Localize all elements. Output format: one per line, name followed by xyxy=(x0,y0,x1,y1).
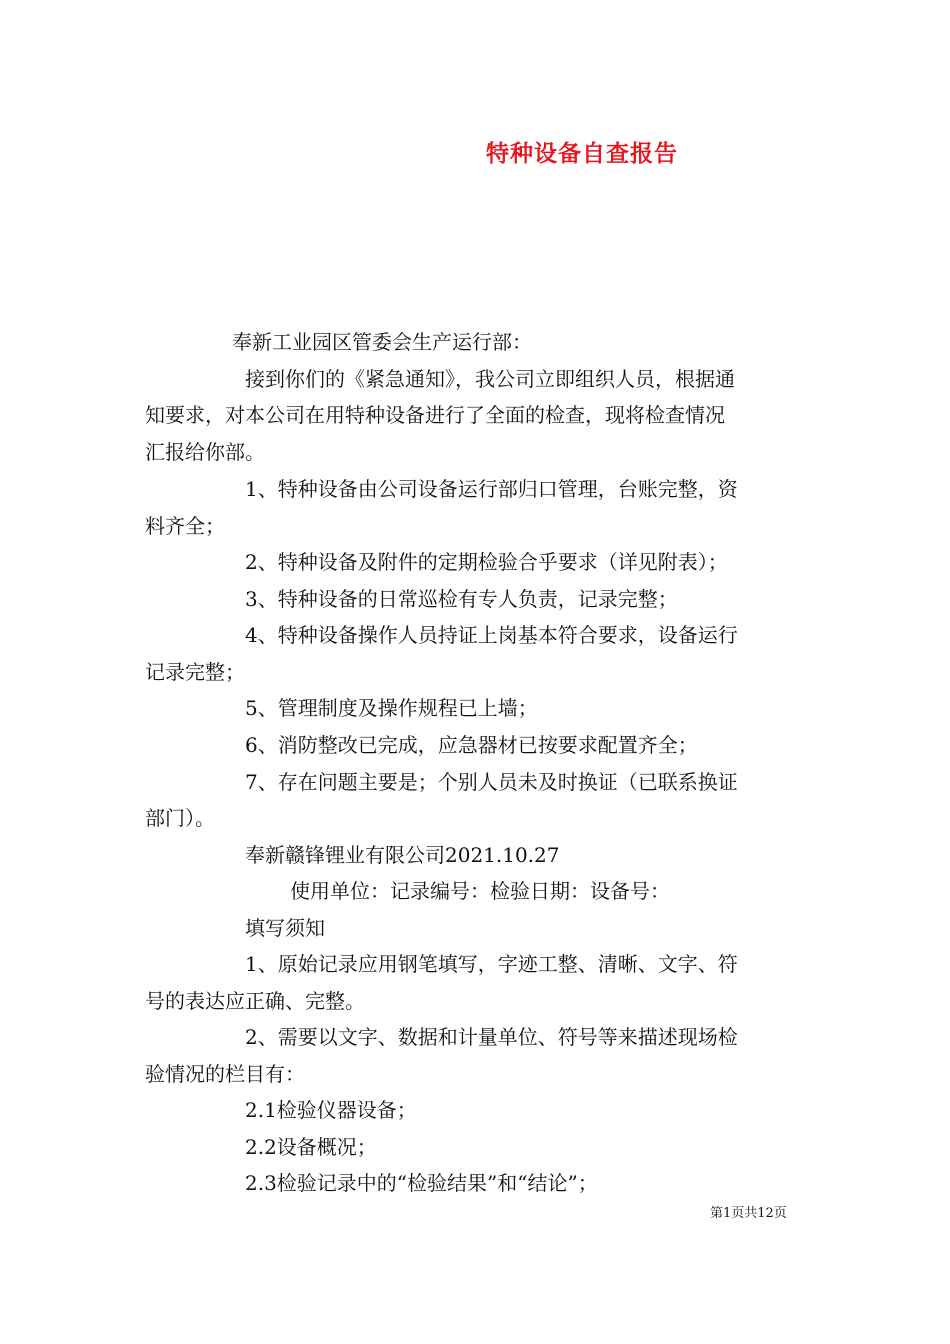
item-7-line-2: 部门）。 xyxy=(145,806,215,830)
item-1-line-1: 1、特种设备由公司设备运行部归口管理，台账完整，资 xyxy=(245,477,738,501)
item-1-line-2: 料齐全； xyxy=(145,514,225,538)
item-2-line-1: 2、特种设备及附件的定期检验合乎要求（详见附表）； xyxy=(245,550,728,574)
page-indicator: 第1页共12页 xyxy=(710,1206,787,1221)
item-4-line-1: 4、特种设备操作人员持证上岗基本符合要求，设备运行 xyxy=(245,623,738,647)
page-title: 特种设备自查报告 xyxy=(486,140,678,167)
note-2-2-line: 2.2设备概况； xyxy=(245,1135,377,1159)
notes-title: 填写须知 xyxy=(245,916,325,940)
note-2-line-2: 验情况的栏目有： xyxy=(145,1062,305,1086)
note-2-3-line: 2.3检验记录中的“检验结果”和“结论”； xyxy=(245,1171,598,1195)
item-7-line-1: 7、存在问题主要是；个别人员未及时换证（已联系换证 xyxy=(245,770,738,794)
form-header-line: 使用单位：记录编号：检验日期：设备号： xyxy=(290,879,670,903)
item-3-line-1: 3、特种设备的日常巡检有专人负责，记录完整； xyxy=(245,587,678,611)
item-4-line-2: 记录完整； xyxy=(145,660,245,684)
intro-line-3: 汇报给你部。 xyxy=(145,440,265,464)
intro-line-1: 接到你们的《紧急通知》，我公司立即组织人员，根据通 xyxy=(245,367,735,391)
recipient-line: 奉新工业园区管委会生产运行部： xyxy=(232,330,532,354)
note-2-line-1: 2、需要以文字、数据和计量单位、符号等来描述现场检 xyxy=(245,1025,738,1049)
intro-line-2: 知要求，对本公司在用特种设备进行了全面的检查，现将检查情况 xyxy=(145,403,725,427)
note-1-line-2: 号的表达应正确、完整。 xyxy=(145,989,365,1013)
item-6-line-1: 6、消防整改已完成，应急器材已按要求配置齐全； xyxy=(245,733,698,757)
note-1-line-1: 1、原始记录应用钢笔填写，字迹工整、清晰、文字、符 xyxy=(245,952,738,976)
item-5-line-1: 5、管理制度及操作规程已上墙； xyxy=(245,696,538,720)
signature-line: 奉新赣锋锂业有限公司2021.10.27 xyxy=(245,843,560,867)
note-2-1-line: 2.1检验仪器设备； xyxy=(245,1098,417,1122)
